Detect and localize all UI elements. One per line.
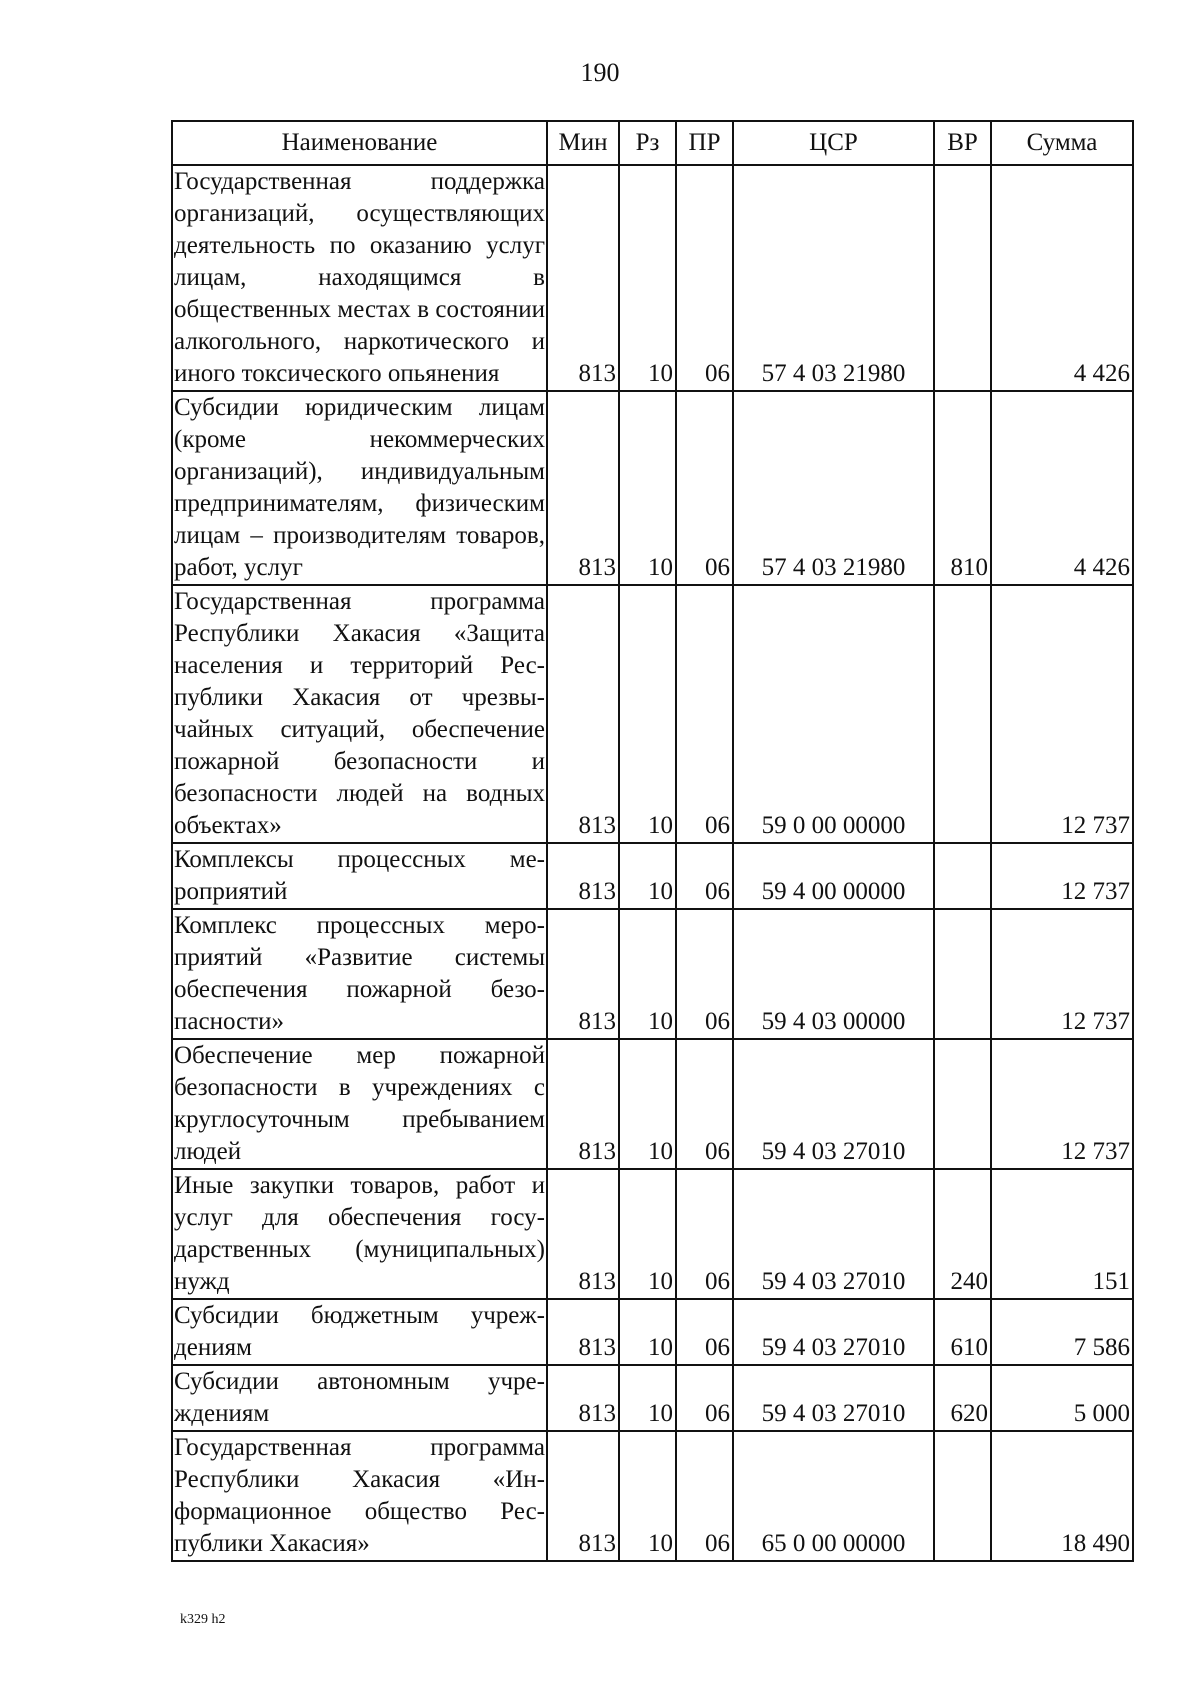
cell-pr: 06 [676,1365,733,1431]
cell-min: 813 [547,1431,619,1561]
cell-sum: 12 737 [991,843,1133,909]
cell-min: 813 [547,585,619,843]
cell-vr [934,1039,991,1169]
cell-pr: 06 [676,843,733,909]
cell-sum: 12 737 [991,1039,1133,1169]
table-row [172,1299,1133,1365]
cell-name: Государственная поддержка организаций, осуществляющих деятельность по оказанию услуг лицам, находящимся в общественных местах в состоянии алкогольного, наркотического и иного токсического опьянения [172,165,547,391]
cell-pr: 06 [676,1431,733,1561]
cell-csr: 59 4 00 00000 [733,843,934,909]
cell-csr: 59 4 03 27010 [733,1299,934,1365]
cell-vr [934,585,991,843]
cell-name: Субсидии юридическим лицам (кроме некоммерческих организаций), индивидуальным предпринимателям, физическим лицам – производителям товаров, работ, услуг [172,391,547,585]
cell-name: Государственная программа Республики Хакасия «Защита населения и территорий Республики Хакасия от чрезвычайных ситуаций, обеспечение пожарной безопасности и безопасности людей на водных объектах» [172,585,547,843]
cell-rz: 10 [619,391,676,585]
cell-min: 813 [547,165,619,391]
cell-sum: 12 737 [991,909,1133,1039]
cell-sum: 4 426 [991,391,1133,585]
table-row [172,1039,1133,1169]
cell-vr: 620 [934,1365,991,1431]
cell-pr: 06 [676,391,733,585]
table-row [172,165,1133,391]
header-name: Наименование [172,121,547,165]
cell-min: 813 [547,1365,619,1431]
cell-vr [934,1431,991,1561]
cell-csr: 59 4 03 27010 [733,1169,934,1299]
cell-vr: 810 [934,391,991,585]
table-body [172,165,1133,1561]
table-row [172,843,1133,909]
table-row [172,909,1133,1039]
table-row [172,585,1133,843]
table-row [172,391,1133,585]
table-row [172,1431,1133,1561]
cell-rz: 10 [619,1431,676,1561]
cell-vr [934,909,991,1039]
header-sum: Сумма [991,121,1133,165]
header-pr: ПР [676,121,733,165]
cell-name: Иные закупки товаров, работ и услуг для обеспечения государственных (муниципальных) нужд [172,1169,547,1299]
page-number: 190 [580,58,620,87]
cell-name: Комплекс процессных мероприятий «Развитие системы обеспечения пожарной безопасности» [172,909,547,1039]
cell-rz: 10 [619,165,676,391]
cell-min: 813 [547,909,619,1039]
cell-min: 813 [547,1169,619,1299]
cell-pr: 06 [676,1039,733,1169]
cell-vr: 240 [934,1169,991,1299]
cell-rz: 10 [619,585,676,843]
cell-sum: 12 737 [991,585,1133,843]
cell-min: 813 [547,391,619,585]
table-row [172,1169,1133,1299]
header-min: Мин [547,121,619,165]
cell-name: Субсидии автономным учреждениям [172,1365,547,1431]
cell-rz: 10 [619,909,676,1039]
cell-pr: 06 [676,165,733,391]
cell-rz: 10 [619,1039,676,1169]
cell-csr: 57 4 03 21980 [733,391,934,585]
footer-code: k329 h2 [180,1612,226,1627]
cell-csr: 59 4 03 27010 [733,1039,934,1169]
cell-name: Обеспечение мер пожарной безопасности в учреждениях с круглосуточным пребыванием людей [172,1039,547,1169]
cell-sum: 7 586 [991,1299,1133,1365]
cell-pr: 06 [676,585,733,843]
cell-pr: 06 [676,909,733,1039]
cell-csr: 59 0 00 00000 [733,585,934,843]
cell-rz: 10 [619,1299,676,1365]
cell-vr [934,165,991,391]
cell-csr: 59 4 03 27010 [733,1365,934,1431]
table-header-row [172,121,1133,165]
cell-pr: 06 [676,1299,733,1365]
cell-sum: 18 490 [991,1431,1133,1561]
cell-csr: 65 0 00 00000 [733,1431,934,1561]
cell-csr: 59 4 03 00000 [733,909,934,1039]
cell-name: Субсидии бюджетным учреждениям [172,1299,547,1365]
header-rz: Рз [619,121,676,165]
cell-vr: 610 [934,1299,991,1365]
cell-min: 813 [547,1299,619,1365]
table-row [172,1365,1133,1431]
cell-min: 813 [547,1039,619,1169]
cell-sum: 5 000 [991,1365,1133,1431]
cell-name: Государственная программа Республики Хакасия «Информационное общество Республики Хакасия» [172,1431,547,1561]
cell-pr: 06 [676,1169,733,1299]
cell-min: 813 [547,843,619,909]
cell-name: Комплексы процессных мероприятий [172,843,547,909]
header-csr: ЦСР [733,121,934,165]
cell-vr [934,843,991,909]
cell-rz: 10 [619,1169,676,1299]
budget-table [171,120,1134,1562]
cell-rz: 10 [619,843,676,909]
cell-csr: 57 4 03 21980 [733,165,934,391]
cell-sum: 4 426 [991,165,1133,391]
cell-sum: 151 [991,1169,1133,1299]
cell-rz: 10 [619,1365,676,1431]
header-vr: ВР [934,121,991,165]
